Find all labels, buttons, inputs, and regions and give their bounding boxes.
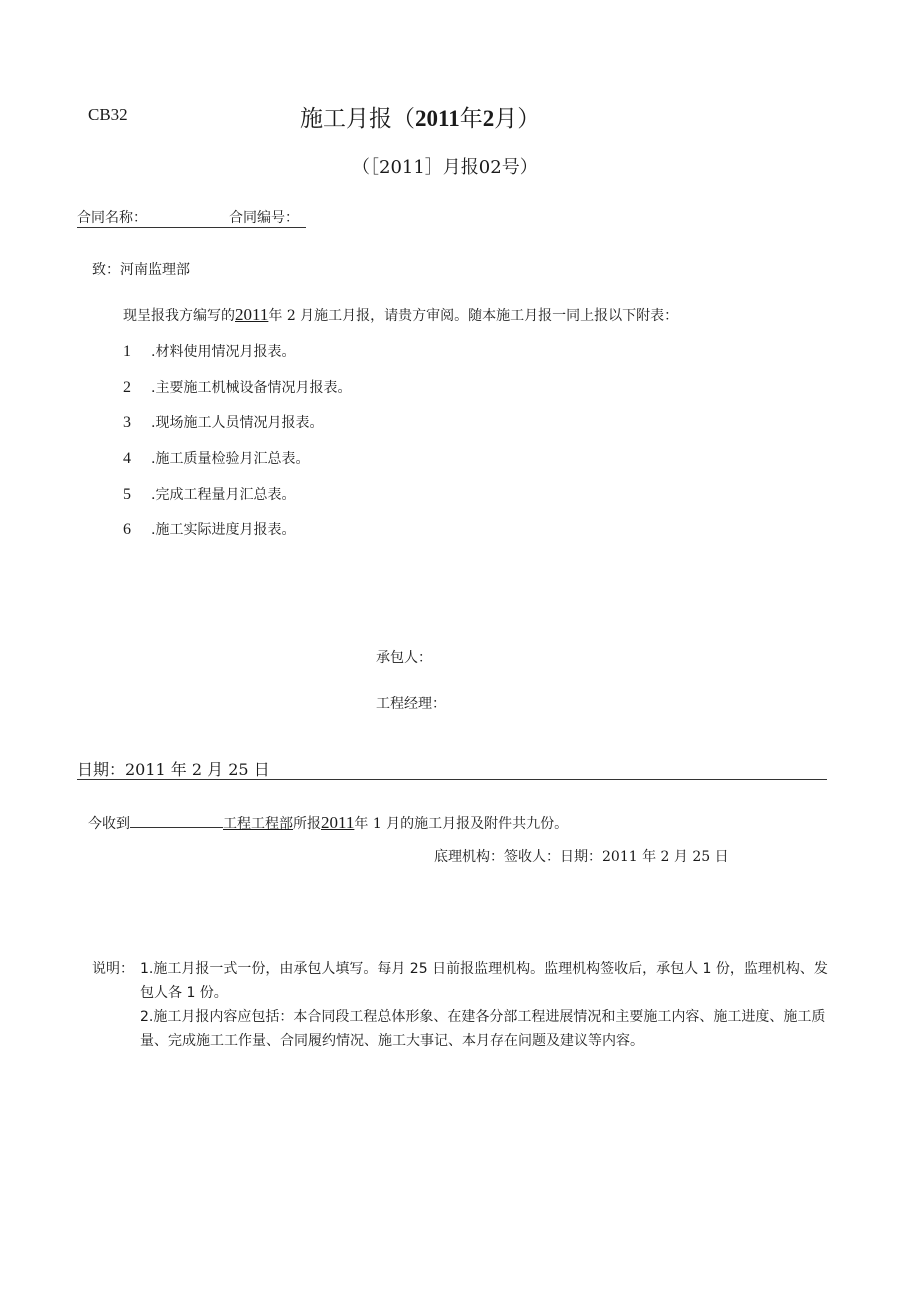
receipt-suffix: 年 1 月的施工月报及附件共九份。 xyxy=(354,816,569,832)
attachment-label: .现场施工人员情况月报表。 xyxy=(151,415,324,431)
contract-info xyxy=(77,207,299,227)
receipt-signoff: 底理机构：签收人：日期：2011 年 2 月 25 日 xyxy=(434,849,729,865)
report-date: 日期：2011 年 2 月 25 日 xyxy=(77,760,270,779)
receipt-project: 工程工程部 xyxy=(223,816,293,832)
intro-year: 2011 xyxy=(235,305,269,324)
contract-name-label: 合同名称： xyxy=(77,210,147,226)
attachment-item xyxy=(123,377,351,397)
intro-after: 年 2 月施工月报，请贵方审阅。随本施工月报一同上报以下附表： xyxy=(268,308,679,324)
contract-underline xyxy=(77,227,306,228)
recipient: 致：河南监理部 xyxy=(92,262,190,278)
report-number: （［2011］月报02号） xyxy=(352,157,538,178)
attachment-number: 2 xyxy=(123,379,131,396)
manager-signature: 工程经理： xyxy=(376,696,446,712)
contract-number-label: 合同编号： xyxy=(229,210,299,226)
title-suffix: 月） xyxy=(494,106,541,132)
page-title xyxy=(300,100,540,133)
note-item: 2.施工月报内容应包括：本合同段工程总体形象、在建各分部工程进展情况和主要施工内容、施工进度、施工质量、完成施工工作量、合同履约情况、施工大事记、本月存在问题及建议等内容。 xyxy=(140,1009,826,1049)
intro-paragraph xyxy=(123,305,678,325)
attachment-label: .施工质量检验月汇总表。 xyxy=(151,451,310,467)
contractor-signature: 承包人： xyxy=(376,650,432,666)
attachment-label: .施工实际进度月报表。 xyxy=(151,522,296,538)
receipt-mid: 所报 xyxy=(293,816,321,832)
receipt-line xyxy=(88,813,568,833)
title-year: 2011 xyxy=(415,106,460,131)
attachment-item xyxy=(123,448,309,468)
title-mid: 年 xyxy=(459,106,483,132)
intro-before: 现呈报我方编写的 xyxy=(123,308,235,324)
title-month: 2 xyxy=(482,106,495,131)
notes-label: 说明： xyxy=(92,961,134,977)
attachment-number: 4 xyxy=(123,450,131,467)
section-divider xyxy=(77,779,827,780)
attachment-label: .材料使用情况月报表。 xyxy=(151,344,296,360)
attachment-label: .主要施工机械设备情况月报表。 xyxy=(151,380,352,396)
attachment-number: 5 xyxy=(123,486,131,503)
title-prefix: 施工月报（ xyxy=(300,106,415,132)
attachment-item xyxy=(123,484,295,504)
receipt-prefix: 今收到 xyxy=(88,816,130,832)
receipt-blank[interactable] xyxy=(130,813,223,828)
attachment-item xyxy=(123,519,295,539)
receipt-year: 2011 xyxy=(321,813,355,832)
notes-section xyxy=(92,957,832,1053)
attachment-item xyxy=(123,412,323,432)
attachment-item xyxy=(123,341,295,361)
note-item: 1.施工月报一式一份，由承包人填写。每月 25 日前报监理机构。监理机构签收后，承包人 1 份，监理机构、发包人各 1 份。 xyxy=(140,961,828,1001)
attachment-label: .完成工程量月汇总表。 xyxy=(151,487,296,503)
note-row xyxy=(92,1005,832,1053)
attachment-number: 1 xyxy=(123,343,131,360)
note-row xyxy=(92,957,832,1005)
form-code: CB32 xyxy=(88,105,128,124)
attachment-number: 3 xyxy=(123,414,131,431)
attachment-number: 6 xyxy=(123,521,131,538)
